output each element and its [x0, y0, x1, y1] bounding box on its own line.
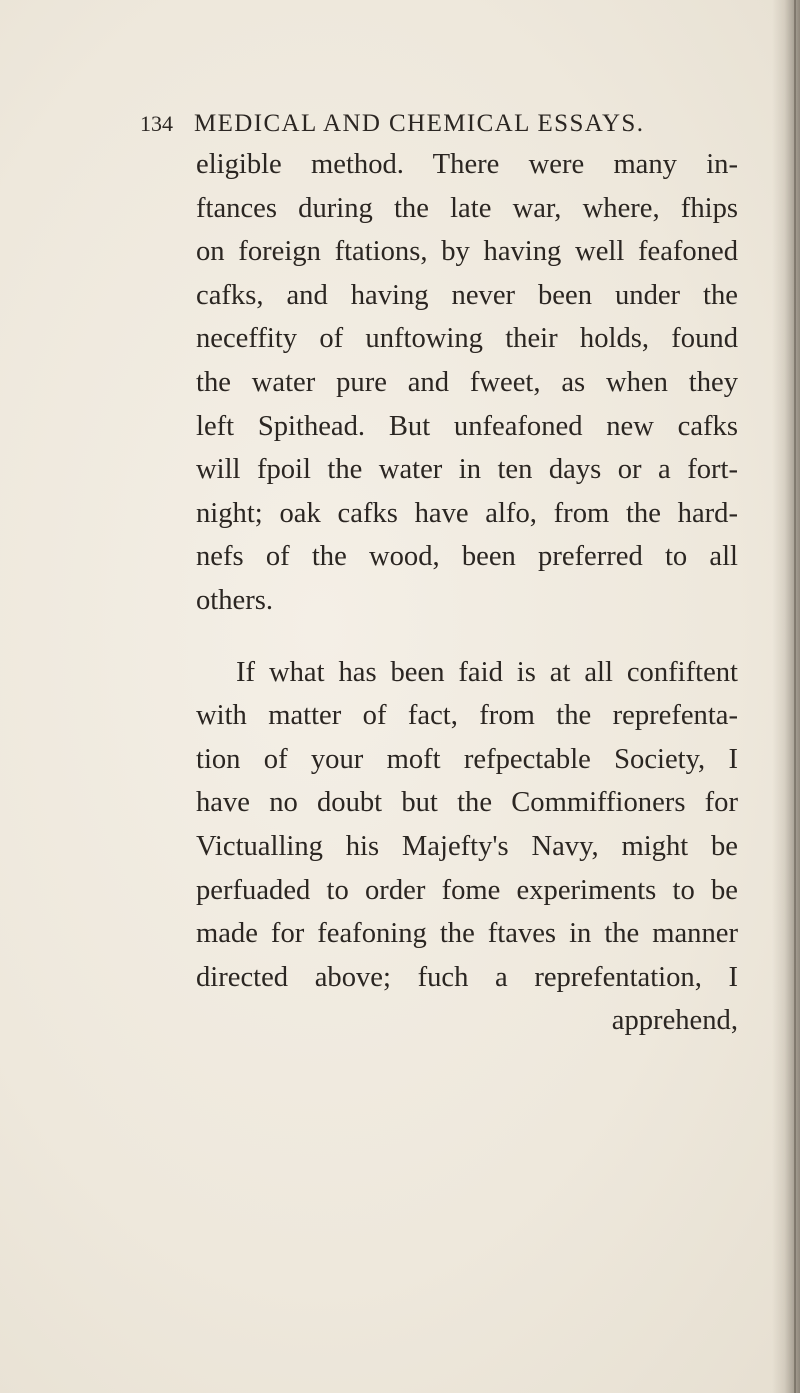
text-line: will fpoil the water in ten days or a fort-	[196, 454, 738, 486]
catchword: apprehend,	[611, 1005, 738, 1037]
text-line: left Spithead. But unfeafoned new cafks	[196, 410, 738, 442]
text-line: with matter of fact, from the reprefenta-	[196, 700, 738, 732]
text-line: directed above; fuch a reprefentation, I	[196, 961, 738, 993]
text-line: night; oak cafks have alfo, from the hard-	[196, 497, 738, 529]
text-line: eligible method. There were many in-	[196, 149, 738, 180]
page-edge-line	[794, 0, 796, 1393]
text-line: others.	[196, 584, 274, 616]
text-line: ftances during the late war, where, fhips	[196, 192, 738, 224]
text-line: tion of your moft refpectable Society, I	[196, 743, 738, 775]
page-number: 134	[140, 111, 173, 136]
text-line: made for feafoning the ftaves in the manner	[196, 918, 738, 950]
running-head-title: MEDICAL AND CHEMICAL ESSAYS.	[194, 110, 645, 137]
text-line: on foreign ftations, by having well feafoned	[196, 236, 738, 268]
text-line: cafks, and having never been under the	[196, 279, 738, 311]
text-line: neceffity of unftowing their holds, found	[196, 323, 738, 355]
text-line: have no doubt but the Commiffioners for	[196, 787, 738, 819]
paragraph-2	[196, 651, 738, 1043]
body-text	[196, 143, 738, 1043]
text-line: perfuaded to order fome experiments to be	[196, 874, 738, 906]
text-line: the water pure and fweet, as when they	[196, 366, 738, 398]
paragraph-1	[196, 143, 738, 623]
text-line: Victualling his Majefty's Navy, might be	[196, 830, 738, 862]
text-line: If what has been faid is at all confiftent	[236, 656, 738, 688]
running-head	[140, 110, 700, 138]
text-line: nefs of the wood, been preferred to all	[196, 541, 738, 573]
paragraph-gap	[196, 623, 738, 651]
